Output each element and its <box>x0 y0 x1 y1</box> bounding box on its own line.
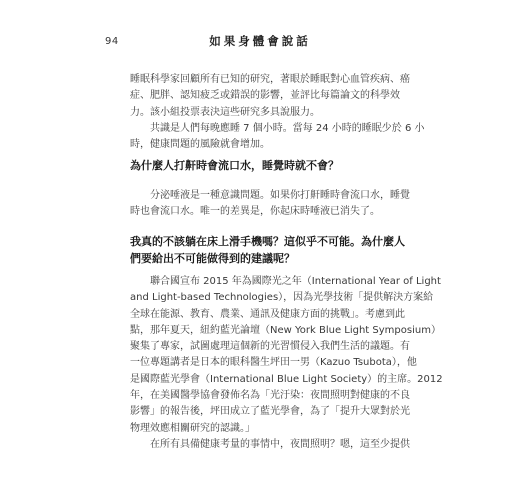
paragraph-light-year <box>130 274 443 437</box>
text-line: 分泌唾液是一種意識問題。如果你打鼾睡時會流口水，睡覺 <box>150 190 410 201</box>
paragraph-sleep-consensus <box>130 121 425 154</box>
text-line: 力。該小組投票表決這些研究多具說服力。 <box>130 106 320 118</box>
heading-line: 為什麼人打鼾時會流口水，睡覺時就不會？ <box>130 159 339 172</box>
text-line: 影響」的報告後，坪田成立了藍光學會，為了「提升大眾對於光 <box>130 406 410 418</box>
heading-line: 們要給出不可能做得到的建議呢？ <box>130 252 295 265</box>
section-sleep-research <box>130 72 425 153</box>
heading-snoring-drool <box>130 157 392 174</box>
text-line: 一位專題講者是日本的眼科醫生坪田一男（Kazuo Tsubota），他 <box>130 357 417 369</box>
text-line: 點，那年夏天，紐約藍光論壇（New York Blue Light Symposium） <box>130 324 441 336</box>
running-title: 如果身體會說話 <box>209 34 311 48</box>
text-line: 聯合國宣布 2015 年為國際光之年（International Year of Light <box>150 276 441 287</box>
text-line: 聚集了專家，試圖處理這個新的光習慣侵入我們生活的議題。有 <box>130 341 410 353</box>
text-line: 年，在美國醫學協會發佈名為「光汙染：夜間照明對健康的不良 <box>130 390 410 402</box>
paragraph-saliva <box>130 188 410 221</box>
section-blue-light <box>130 274 443 453</box>
text-line: 物理效應相關研究的認識。」 <box>130 422 255 434</box>
text-line: 睡眠科學家回顧所有已知的研究，著眼於睡眠對心血管疾病、癌 <box>130 74 410 85</box>
text-line: 時也會流口水。唯一的差異是，你起床時唾液已消失了。 <box>130 206 380 218</box>
text-line: 在所有具備健康考量的事情中，夜間照明？嗯，這至少提供 <box>150 438 410 450</box>
page-number: 94 <box>105 36 119 47</box>
heading-line: 我真的不該躺在床上滑手機嗎？這似乎不可能。為什麼人 <box>130 235 405 248</box>
text-line: 時，健康問題的風險就會增加。 <box>130 139 270 151</box>
heading-phone-in-bed <box>130 233 405 267</box>
text-line: 是國際藍光學會（International Blue Light Society）的主席。2012 <box>130 373 443 385</box>
text-line: and Light-based Technologies），因為光學技術「提供解決方案給 <box>130 292 434 304</box>
paragraph-night-light <box>130 437 410 453</box>
paragraph-sleep-review <box>130 72 410 121</box>
text-line: 共識是人們每晚應睡 7 個小時。當每 24 小時的睡眠少於 6 小 <box>150 122 425 134</box>
section-saliva <box>130 188 410 221</box>
text-line: 全球在能源、教育、農業、通訊及健康方面的挑戰」。考慮到此 <box>130 308 405 320</box>
text-line: 症、肥胖、認知疲乏或錯誤的影響，並評比每篇論文的科學效 <box>130 90 400 102</box>
